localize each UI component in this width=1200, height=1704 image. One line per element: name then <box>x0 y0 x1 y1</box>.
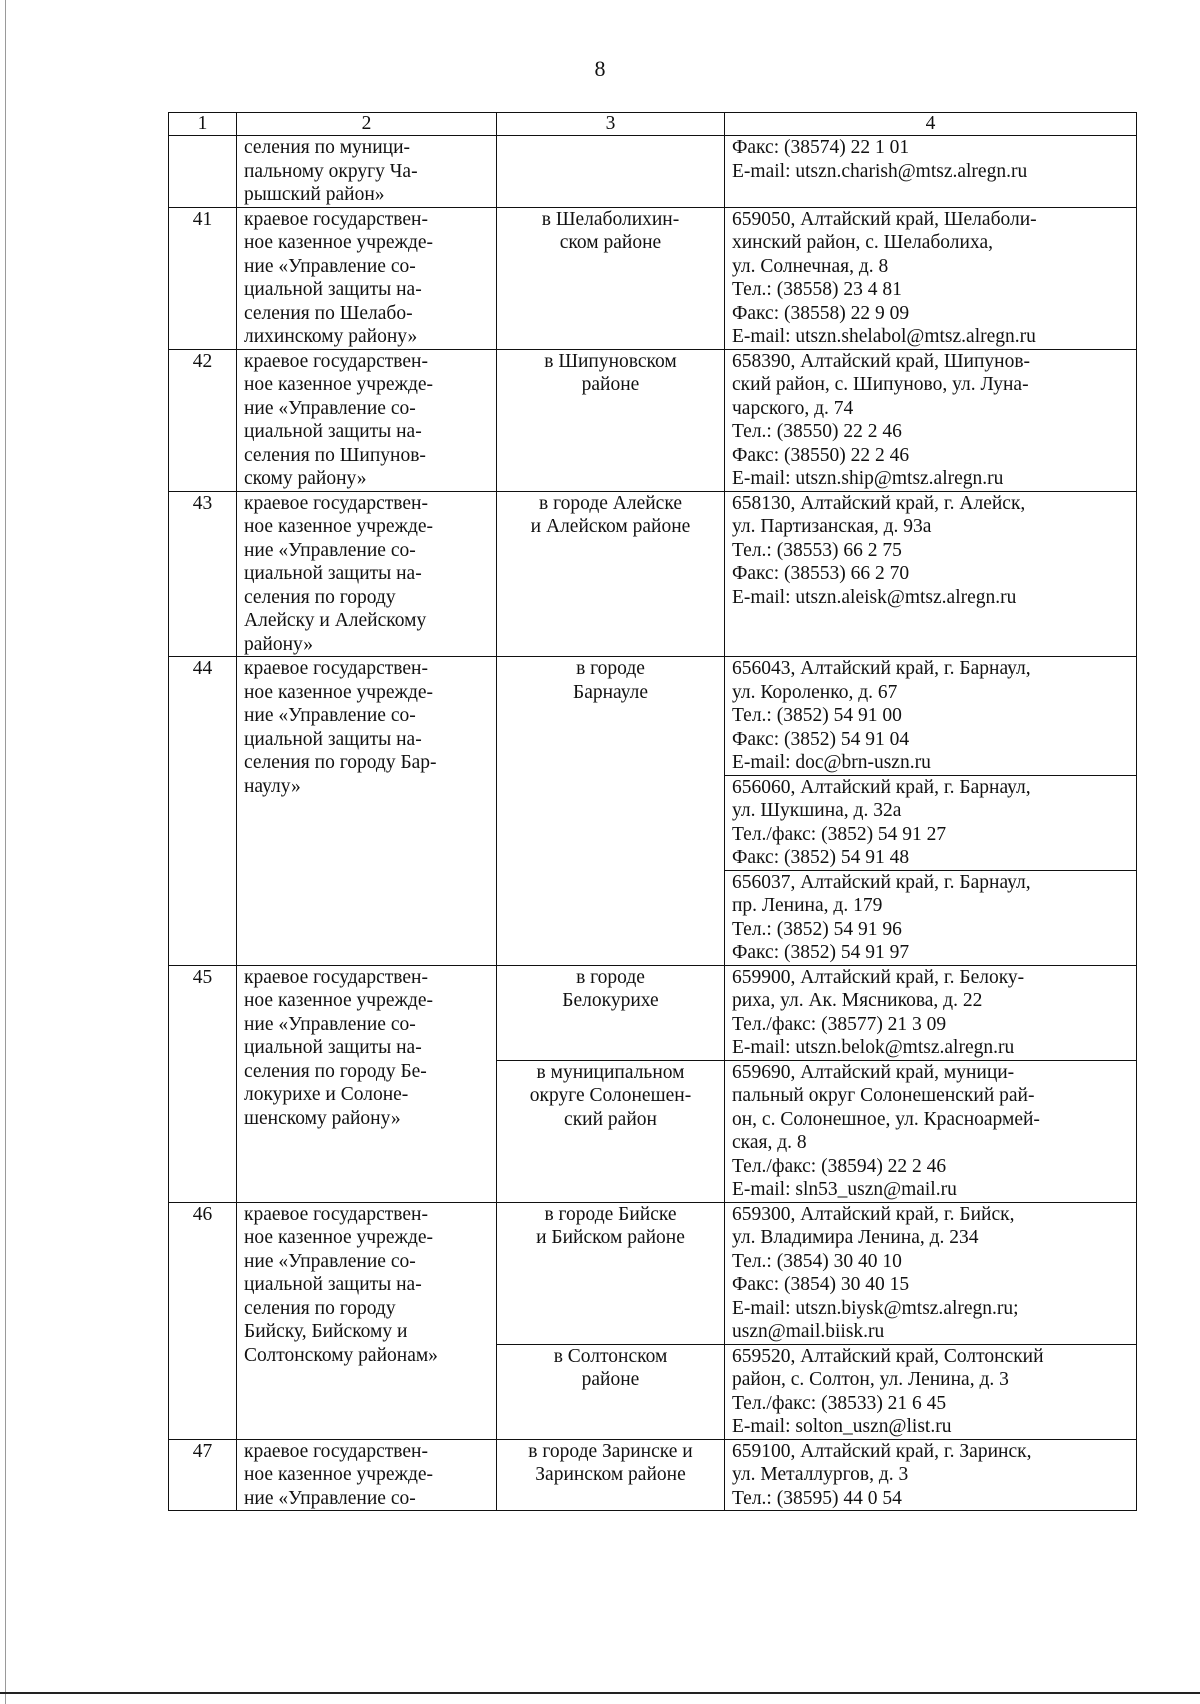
table-row <box>169 965 1137 1060</box>
service-area: в городе Алейске и Алейском районе <box>497 491 725 657</box>
institution-name: селения по муници- пальному округу Ча- рышский район» <box>237 136 497 208</box>
service-area: в Шипуновском районе <box>497 349 725 491</box>
institution-name: краевое государствен- ное казенное учрежде- ние «Управление со- циальной защиты на- селения по Шелабо- лихинскому району» <box>237 207 497 349</box>
row-number: 47 <box>169 1439 237 1511</box>
institution-name: краевое государствен- ное казенное учрежде- ние «Управление со- <box>237 1439 497 1511</box>
table-row <box>169 1202 1137 1344</box>
table-row <box>169 136 1137 208</box>
row-number: 44 <box>169 657 237 966</box>
contact-details: 659520, Алтайский край, Солтонский район, с. Солтон, ул. Ленина, д. 3 Тел./факс: (38533) 21 6 45 E-mail: solton_uszn@list.ru <box>725 1344 1137 1439</box>
contact-details: 659050, Алтайский край, Шелаболи- хинский район, с. Шелаболиха, ул. Солнечная, д. 8 Тел.: (38558) 23 4 81 Факс: (38558) 22 9 09 E-mail: utszn.shelabol@mtsz.alregn.ru <box>725 207 1137 349</box>
column-header-3: 3 <box>497 113 725 136</box>
table-row <box>169 349 1137 491</box>
row-number: 46 <box>169 1202 237 1439</box>
institution-name: краевое государствен- ное казенное учрежде- ние «Управление со- циальной защиты на- селения по городу Бийску, Бийскому и Солтонскому районам» <box>237 1202 497 1439</box>
row-number <box>169 136 237 208</box>
table-header-row <box>169 113 1137 136</box>
service-area: в Солтонском районе <box>497 1344 725 1439</box>
service-area: в городе Белокурихе <box>497 965 725 1060</box>
contact-details: 656060, Алтайский край, г. Барнаул, ул. Шукшина, д. 32а Тел./факс: (3852) 54 91 27 Факс: (3852) 54 91 48 <box>725 775 1137 870</box>
institutions-table <box>168 112 1137 1511</box>
service-area: в Шелаболихин- ском районе <box>497 207 725 349</box>
table-row <box>169 1439 1137 1511</box>
table-row <box>169 207 1137 349</box>
column-header-4: 4 <box>725 113 1137 136</box>
column-header-1: 1 <box>169 113 237 136</box>
contact-details: 656037, Алтайский край, г. Барнаул, пр. Ленина, д. 179 Тел.: (3852) 54 91 96 Факс: (3852) 54 91 97 <box>725 870 1137 965</box>
contact-details: 658390, Алтайский край, Шипунов- ский район, с. Шипуново, ул. Луна- чарского, д. 74 Тел.: (38550) 22 2 46 Факс: (38550) 22 2 46 E-mail: utszn.ship@mtsz.alregn.ru <box>725 349 1137 491</box>
institution-name: краевое государствен- ное казенное учрежде- ние «Управление со- циальной защиты на- селения по городу Алейску и Алейскому району» <box>237 491 497 657</box>
contact-details: 658130, Алтайский край, г. Алейск, ул. Партизанская, д. 93а Тел.: (38553) 66 2 75 Факс: (38553) 66 2 70 E-mail: utszn.aleisk@mtsz.alregn.ru <box>725 491 1137 657</box>
column-header-2: 2 <box>237 113 497 136</box>
service-area: в городе Бийске и Бийском районе <box>497 1202 725 1344</box>
service-area: в городе Заринске и Заринском районе <box>497 1439 725 1511</box>
institution-name: краевое государствен- ное казенное учрежде- ние «Управление со- циальной защиты на- селения по городу Бар- наулу» <box>237 657 497 966</box>
row-number: 41 <box>169 207 237 349</box>
contact-details: 659900, Алтайский край, г. Белоку- риха, ул. Ак. Мясникова, д. 22 Тел./факс: (38577) 21 3 09 E-mail: utszn.belok@mtsz.alregn.ru <box>725 965 1137 1060</box>
contact-details: Факс: (38574) 22 1 01 E-mail: utszn.charish@mtsz.alregn.ru <box>725 136 1137 208</box>
table-row <box>169 491 1137 657</box>
contact-details: 659300, Алтайский край, г. Бийск, ул. Владимира Ленина, д. 234 Тел.: (3854) 30 40 10 Факс: (3854) 30 40 15 E-mail: utszn.biysk@mtsz.alregn.ru; uszn@mail.biisk.ru <box>725 1202 1137 1344</box>
scan-left-edge <box>5 0 6 1704</box>
table-row <box>169 657 1137 776</box>
service-area: в городе Барнауле <box>497 657 725 966</box>
contact-details: 659690, Алтайский край, муници- пальный округ Солонешенский рай- он, с. Солонешное, ул. Красноармей- ская, д. 8 Тел./факс: (38594) 22 2 46 E-mail: sln53_uszn@mail.ru <box>725 1060 1137 1202</box>
institution-name: краевое государствен- ное казенное учрежде- ние «Управление со- циальной защиты на- селения по городу Бе- локурихе и Солоне- шенскому району» <box>237 965 497 1202</box>
institution-name: краевое государствен- ное казенное учрежде- ние «Управление со- циальной защиты на- селения по Шипунов- скому району» <box>237 349 497 491</box>
scan-bottom-edge <box>0 1692 1200 1694</box>
contact-details: 659100, Алтайский край, г. Заринск, ул. Металлургов, д. 3 Тел.: (38595) 44 0 54 <box>725 1439 1137 1511</box>
row-number: 43 <box>169 491 237 657</box>
service-area: в муниципальном округе Солонешен- ский район <box>497 1060 725 1202</box>
service-area <box>497 136 725 208</box>
row-number: 42 <box>169 349 237 491</box>
row-number: 45 <box>169 965 237 1202</box>
page-number: 8 <box>594 56 606 81</box>
contact-details: 656043, Алтайский край, г. Барнаул, ул. Короленко, д. 67 Тел.: (3852) 54 91 00 Факс: (3852) 54 91 04 E-mail: doc@brn-uszn.ru <box>725 657 1137 776</box>
